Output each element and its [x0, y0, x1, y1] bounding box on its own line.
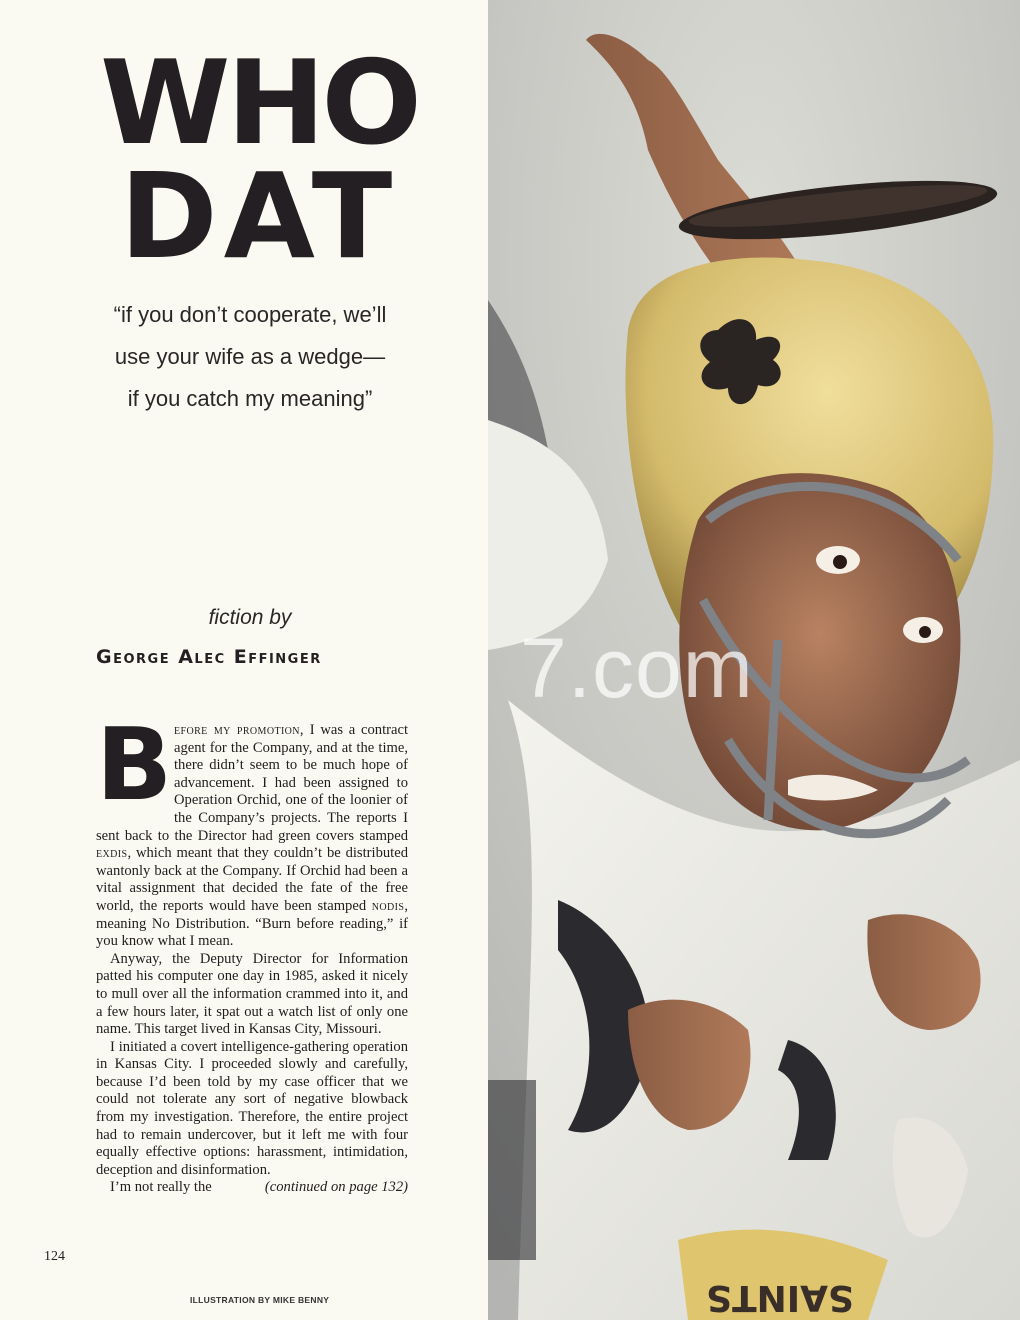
left-pupil	[833, 555, 847, 569]
paragraph-3: I initiated a covert intelligence-gathering operation in Kansas City. I proceeded slowly and carefully, because I’d been told by my case officer that we could not tolerate any sort of negative blowback from my investigation. Therefore, the entire project had to remain undercover, but it left me with four equally effective options: harassment, intimidation, deception and disinformation.	[96, 1038, 408, 1178]
drop-cap: B	[96, 706, 173, 823]
watermark: 7.com	[520, 621, 754, 715]
pennant-text: SAINTS	[706, 1277, 854, 1318]
pull-quote-line-2: use your wife as a wedge—	[114, 344, 386, 369]
exdis-stamp: exdis	[96, 845, 128, 862]
paragraph-2: Anyway, the Deputy Director for Information patted his computer one day in 1985, asked it nicely to mull over all the information crammed into it, and a few hours later, it spat out a watch list of only one name. This target lived in Kansas City, Missouri.	[96, 950, 408, 1038]
pull-quote	[80, 294, 420, 420]
byline-intro: fiction by	[208, 606, 292, 629]
paragraph-4	[96, 1179, 408, 1197]
lead-in: efore my promotion,	[174, 722, 304, 738]
article-body	[96, 706, 409, 1197]
pull-quote-line-3: if you catch my meaning”	[127, 386, 373, 411]
illustration-credit: ILLUSTRATION BY MIKE BENNY	[190, 1295, 330, 1305]
paragraph-4-text: I’m not really the	[110, 1179, 212, 1196]
article-title	[94, 36, 424, 285]
nodis-stamp: nodis	[371, 897, 405, 914]
paragraph-1-mid: , which meant that they couldn’t be distributed wantonly back at the Company. If Orchid had been a vital assignment that decided the fate of the free world, the reports would have been stamped	[96, 845, 408, 914]
author-name: George Alec Effinger	[96, 646, 322, 668]
paragraph-1	[96, 706, 409, 951]
title-line-1: WHO	[100, 36, 418, 171]
continued-note: (continued on page 132)	[264, 1179, 408, 1196]
dark-sleeve	[488, 1080, 536, 1260]
title-line-2: DAT	[119, 147, 399, 285]
paragraph-1-end: , meaning No Distribution. “Burn before reading,” if you know what I mean.	[96, 897, 408, 950]
page-number: 124	[44, 1249, 65, 1264]
paragraph-1-text: I was a contract agent for the Company, and at the time, there didn’t seem to be much hope of advancement. I had been assigned to Operation Orchid, one of the loonier of the Company’s projects. The reports I sent back to the Director had green covers stamped	[96, 722, 409, 844]
right-pupil	[919, 626, 931, 638]
pull-quote-line-1: “if you don’t cooperate, we’ll	[113, 302, 387, 327]
text-column	[0, 0, 488, 1320]
